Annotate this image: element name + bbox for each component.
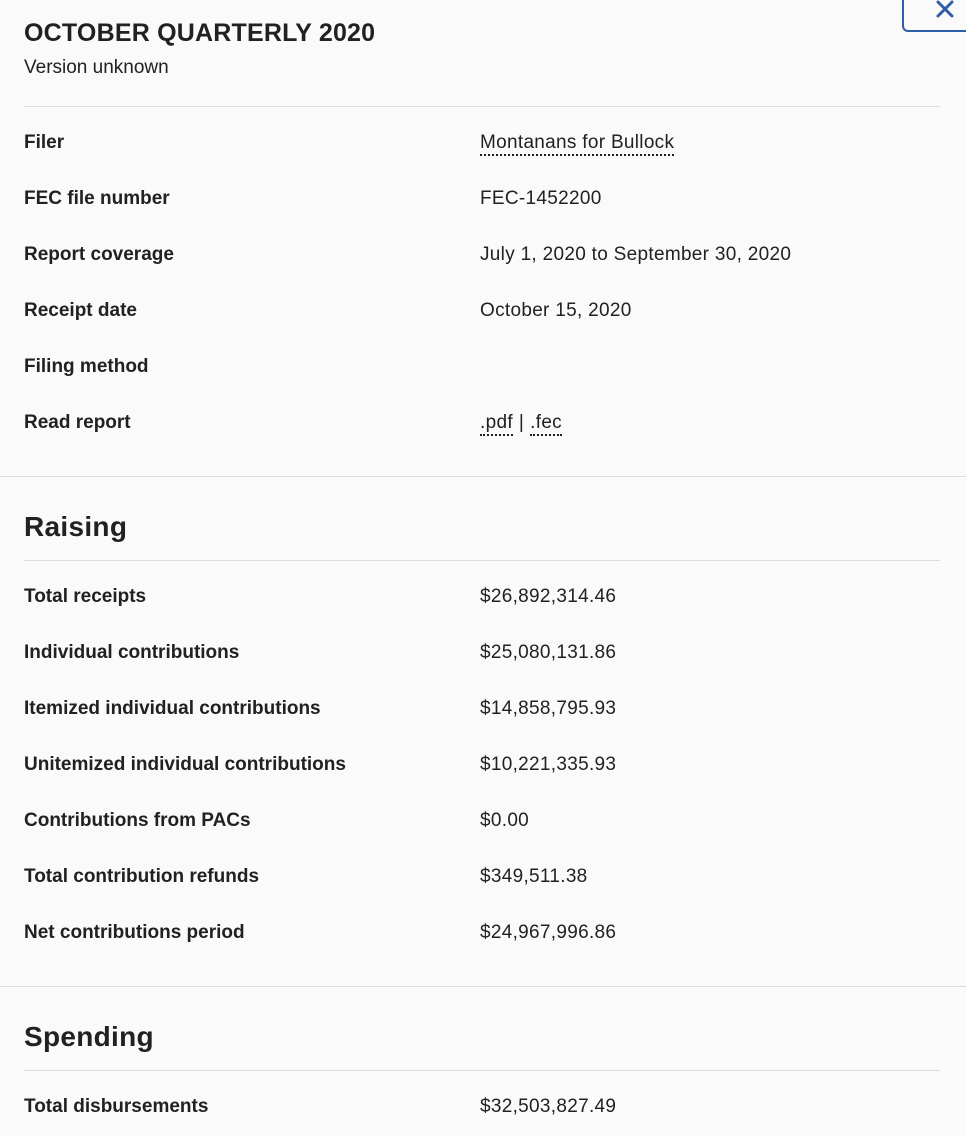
- fec-file-number-label: FEC file number: [24, 188, 170, 209]
- link-separator: |: [518, 412, 525, 433]
- filer-link[interactable]: Montanans for Bullock: [480, 132, 674, 156]
- detail-row-filing-method: [24, 352, 940, 382]
- row-label: Total disbursements: [24, 1096, 209, 1117]
- detail-row-read-report: [24, 408, 940, 438]
- fec-file-number-value: FEC-1452200: [480, 188, 602, 209]
- pdf-link[interactable]: .pdf: [480, 412, 513, 436]
- row-label: Individual contributions: [24, 642, 240, 663]
- report-version: Version unknown: [24, 57, 169, 78]
- row-value: $14,858,795.93: [480, 698, 617, 719]
- row-label: Net contributions period: [24, 922, 245, 943]
- section-divider: [0, 476, 966, 477]
- row-value: $10,221,335.93: [480, 754, 617, 775]
- table-row: [24, 694, 940, 724]
- row-value: $0.00: [480, 810, 530, 831]
- row-value: $349,511.38: [480, 866, 588, 887]
- report-title: OCTOBER QUARTERLY 2020: [24, 19, 376, 47]
- row-label: Contributions from PACs: [24, 810, 251, 831]
- detail-row-fec-file-number: [24, 184, 940, 214]
- table-row: [24, 750, 940, 780]
- receipt-date-value: October 15, 2020: [480, 300, 632, 321]
- row-value: $25,080,131.86: [480, 642, 617, 663]
- detail-row-report-coverage: [24, 240, 940, 270]
- row-label: Total receipts: [24, 586, 147, 607]
- report-header: [24, 18, 940, 80]
- section-divider: [0, 986, 966, 987]
- raising-heading: Raising: [24, 511, 128, 542]
- fec-link[interactable]: .fec: [530, 412, 562, 436]
- table-row: [24, 918, 940, 948]
- row-value: $24,967,996.86: [480, 922, 617, 943]
- row-label: Total contribution refunds: [24, 866, 260, 887]
- row-value: $26,892,314.46: [480, 586, 617, 607]
- table-row: [24, 582, 940, 612]
- close-icon: [934, 0, 956, 18]
- detail-row-filer: [24, 128, 940, 158]
- report-coverage-value: July 1, 2020 to September 30, 2020: [480, 244, 792, 265]
- report-coverage-label: Report coverage: [24, 244, 174, 265]
- divider: [24, 106, 940, 107]
- table-row: [24, 806, 940, 836]
- table-row: [24, 862, 940, 892]
- divider: [24, 560, 940, 561]
- divider: [24, 1070, 940, 1071]
- row-value: $32,503,827.49: [480, 1096, 617, 1117]
- receipt-date-label: Receipt date: [24, 300, 137, 321]
- filer-label: Filer: [24, 132, 65, 153]
- table-row: [24, 1092, 940, 1122]
- read-report-label: Read report: [24, 412, 131, 433]
- spending-heading: Spending: [24, 1021, 154, 1052]
- table-row: [24, 638, 940, 668]
- row-label: Itemized individual contributions: [24, 698, 321, 719]
- row-label: Unitemized individual contributions: [24, 754, 346, 775]
- detail-row-receipt-date: [24, 296, 940, 326]
- filing-method-label: Filing method: [24, 356, 149, 377]
